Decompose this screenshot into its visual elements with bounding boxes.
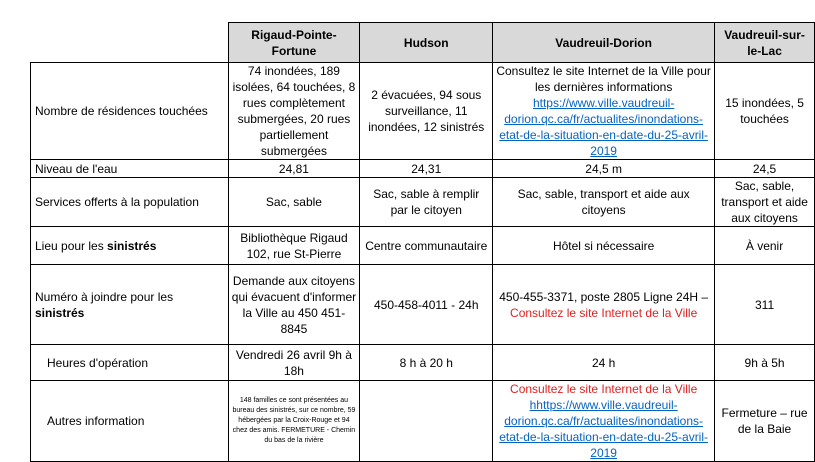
cell-hudson-heures: 8 h à 20 h xyxy=(360,345,493,381)
cell-vsl-niveau: 24,5 xyxy=(715,160,815,178)
header-hudson: Hudson xyxy=(360,23,493,63)
cell-hudson-autres xyxy=(360,381,493,462)
info-table xyxy=(30,22,815,462)
cell-vd-numero xyxy=(493,265,715,345)
cell-rigaud-numero: Demande aux citoyens qui évacuent d'informer la Ville au 450 451-8845 xyxy=(228,265,360,345)
header-rigaud: Rigaud-Pointe-Fortune xyxy=(228,23,360,63)
cell-rigaud-lieu: Bibliothèque Rigaud 102, rue St-Pierre xyxy=(228,227,360,265)
header-blank xyxy=(31,23,229,63)
cell-hudson-residences: 2 évacuées, 94 sous surveillance, 11 inondées, 12 sinistrés xyxy=(360,63,493,160)
cell-vsl-services: Sac, sable, transport et aide aux citoyens xyxy=(715,178,815,227)
header-vaudreuil-sur-le-lac: Vaudreuil-sur-le-Lac xyxy=(715,23,815,63)
cell-rigaud-residences: 74 inondées, 189 isolées, 64 touchées, 8 rues complètement submergées, 20 rues partiellement submergées xyxy=(228,63,360,160)
row-label-autres: Autres information xyxy=(31,381,229,462)
cell-vsl-lieu: À venir xyxy=(715,227,815,265)
row-niveau xyxy=(31,160,815,178)
cell-vd-services: Sac, sable, transport et aide aux citoyens xyxy=(493,178,715,227)
cell-vsl-heures: 9h à 5h xyxy=(715,345,815,381)
cell-vsl-autres: Fermeture – rue de la Baie xyxy=(715,381,815,462)
row-services xyxy=(31,178,815,227)
cell-vd-residences xyxy=(493,63,715,160)
row-lieu xyxy=(31,227,815,265)
row-autres xyxy=(31,381,815,462)
vd-autres-link[interactable]: hhttps://www.ville.vaudreuil-dorion.qc.ca/fr/actualites/inondations-etat-de-la-situation-en-date-du-25-avril-2019 xyxy=(499,398,709,460)
row-label-heures: Heures d'opération xyxy=(31,345,229,381)
cell-vsl-residences: 15 inondées, 5 touchées xyxy=(715,63,815,160)
cell-hudson-numero: 450-458-4011 - 24h xyxy=(360,265,493,345)
cell-hudson-services: Sac, sable à remplir par le citoyen xyxy=(360,178,493,227)
numero-label-bold: sinistrés xyxy=(35,305,85,320)
row-heures xyxy=(31,345,815,381)
cell-vd-niveau: 24,5 m xyxy=(493,160,715,178)
lieu-label-prefix: Lieu pour les xyxy=(35,238,108,253)
vd-residences-link[interactable]: https://www.ville.vaudreuil-dorion.qc.ca/fr/actualites/inondations-etat-de-la-situation-en-date-du-25-avril-2019 xyxy=(499,96,709,158)
cell-vd-lieu: Hôtel si nécessaire xyxy=(493,227,715,265)
cell-rigaud-heures: Vendredi 26 avril 9h à 18h xyxy=(228,345,360,381)
cell-vd-heures: 24 h xyxy=(493,345,715,381)
cell-hudson-lieu: Centre communautaire xyxy=(360,227,493,265)
row-label-lieu xyxy=(31,227,229,265)
header-row xyxy=(31,23,815,63)
header-vaudreuil-dorion: Vaudreuil-Dorion xyxy=(493,23,715,63)
cell-vsl-numero: 311 xyxy=(715,265,815,345)
vd-residences-text: Consultez le site Internet de la Ville pour les dernières informations xyxy=(496,64,711,94)
cell-vd-autres xyxy=(493,381,715,462)
row-residences xyxy=(31,63,815,160)
row-numero xyxy=(31,265,815,345)
vd-autres-red: Consultez le site Internet de la Ville xyxy=(510,382,698,396)
vd-numero-red: Consultez le site Internet de la Ville xyxy=(510,305,698,320)
row-label-niveau: Niveau de l'eau xyxy=(31,160,229,178)
numero-label-prefix: Numéro à joindre pour les xyxy=(35,289,174,304)
cell-hudson-niveau: 24,31 xyxy=(360,160,493,178)
row-label-services: Services offerts à la population xyxy=(31,178,229,227)
lieu-label-bold: sinistrés xyxy=(107,238,157,253)
row-label-residences: Nombre de résidences touchées xyxy=(31,63,229,160)
cell-rigaud-services: Sac, sable xyxy=(228,178,360,227)
cell-rigaud-autres: 148 familles ce sont présentées au bureau des sinistrés, sur ce nombre, 59 hébergées par la Croix-Rouge et 94 chez des amis. FERMETURE - Chemin du bas de la rivière xyxy=(228,381,360,462)
vd-numero-text: 450-455-3371, poste 2805 Ligne 24H – xyxy=(499,289,709,304)
cell-rigaud-niveau: 24,81 xyxy=(228,160,360,178)
row-label-numero xyxy=(31,265,229,345)
